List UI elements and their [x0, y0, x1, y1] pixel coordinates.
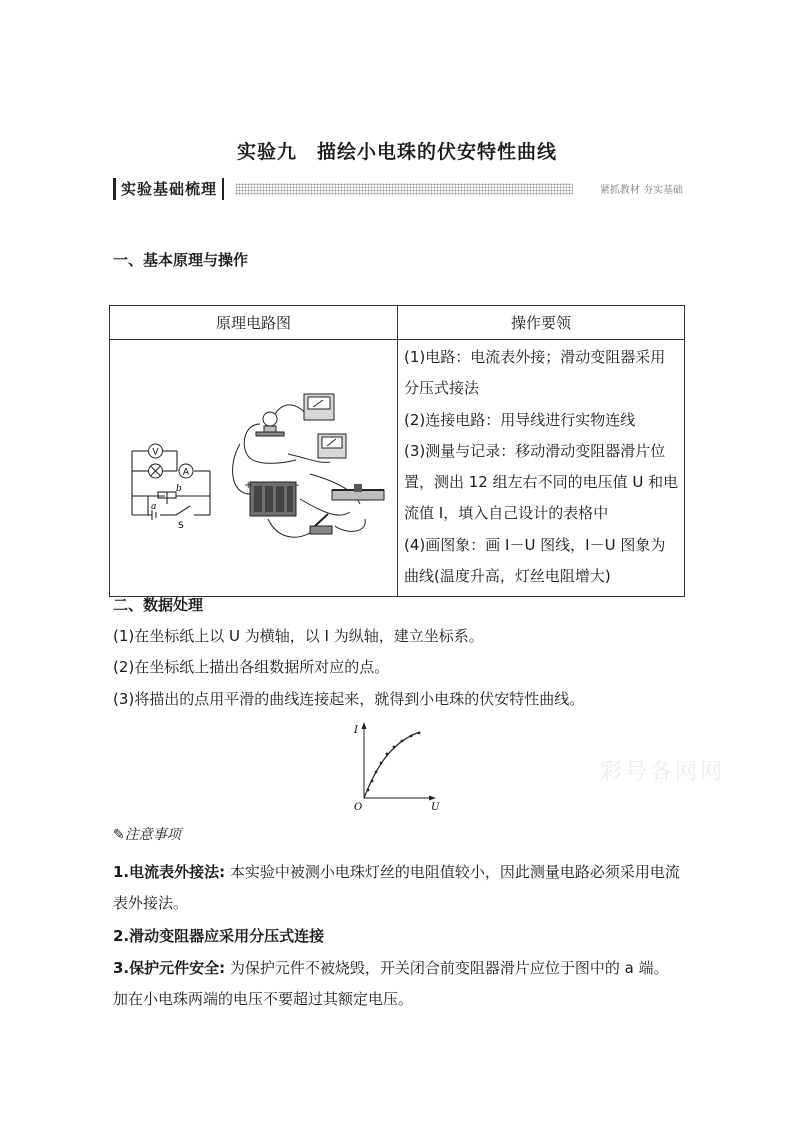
y-axis-arrow-icon: [362, 722, 367, 729]
banner-label: 实验基础梳理: [113, 178, 224, 200]
op-item: (1)电路：电流表外接；滑动变阻器采用分压式接法: [404, 348, 666, 398]
note-item-1: [113, 857, 683, 919]
watermark: 彩号各网网: [600, 760, 726, 785]
origin-label: O: [354, 802, 363, 812]
note-item-2: [113, 921, 683, 952]
y-axis-label: I: [354, 725, 358, 736]
ammeter-symbol-icon: [179, 464, 193, 478]
data-step-1: (1)在坐标纸上以 U 为横轴，以 I 为纵轴，建立坐标系。: [113, 627, 484, 645]
page-title: 实验九 描绘小电珠的伏安特性曲线: [236, 141, 557, 163]
circuit-cell: [110, 340, 398, 597]
slider-end-b: b: [176, 484, 182, 495]
lamp-symbol-icon: [149, 464, 163, 478]
table-header-ops: 操作要领: [398, 306, 685, 340]
note-item-3: [113, 953, 683, 1015]
battery-pack-icon: [244, 480, 300, 516]
section2-heading: 二、数据处理: [113, 596, 204, 614]
principle-table: [109, 305, 685, 597]
apparatus-wires: [233, 405, 366, 537]
ops-cell: [398, 340, 685, 597]
voltmeter-symbol-icon: [149, 444, 163, 458]
rheostat-icon: [332, 484, 384, 500]
note-lead: 3.保护元件安全:: [113, 959, 226, 977]
switch-device-icon: [310, 514, 332, 534]
data-step-2: (2)在坐标纸上描出各组数据所对应的点。: [113, 658, 390, 676]
ammeter-label: A: [182, 467, 190, 478]
data-points: [367, 732, 421, 792]
notes-icon: ✎: [113, 827, 125, 843]
voltmeter-label: V: [152, 447, 159, 458]
battery-plus-label: +: [244, 480, 253, 492]
battery-minus-label: -: [296, 480, 300, 492]
ammeter-device-icon: [318, 434, 346, 458]
x-axis-arrow-icon: [429, 796, 436, 801]
op-item: (4)画图象：画 I－U 图线，I－U 图象为曲线(温度升高，灯丝电阻增大): [404, 535, 666, 586]
notes-title-text: 注意事项: [124, 827, 181, 843]
light-bulb-icon: [256, 412, 284, 436]
section1-heading: 一、基本原理与操作: [113, 251, 249, 269]
note-text: 为保护元件不被烧毁，开关闭合前变阻器滑片应位于图中的 a 端。加在小电珠两端的电压不要超过其额定电压。: [113, 959, 669, 1008]
iv-curve: [364, 732, 420, 798]
data-step-3: (3)将描出的点用平滑的曲线连接起来，就得到小电珠的伏安特性曲线。: [113, 690, 585, 708]
switch-label: S: [178, 521, 184, 532]
table-header-circuit: 原理电路图: [110, 306, 398, 340]
banner-tagline: 紧抓教材 夯实基础: [599, 185, 683, 196]
note-lead: 2.滑动变阻器应采用分压式连接: [113, 927, 325, 945]
iv-curve-graph: [345, 720, 445, 812]
note-lead: 1.电流表外接法:: [113, 863, 226, 881]
slider-end-a: a: [151, 502, 157, 513]
op-item: (2)连接电路：用导线进行实物连线: [404, 410, 636, 429]
op-item: (3)测量与记录：移动滑动变阻器滑片位置，测出 12 组左右不同的电压值 U 和电流值 I，填入自己设计的表格中: [404, 441, 679, 523]
banner-dotted-fill: [235, 183, 573, 195]
schematic-wires: [132, 451, 210, 520]
notes-title: [113, 824, 181, 844]
section-banner: [113, 178, 683, 200]
voltmeter-device-icon: [304, 394, 334, 420]
circuit-diagram: [110, 344, 395, 592]
note-text: 本实验中被测小电珠灯丝的电阻值较小，因此测量电路必须采用电流表外接法。: [113, 863, 680, 912]
x-axis-label: U: [431, 802, 440, 812]
